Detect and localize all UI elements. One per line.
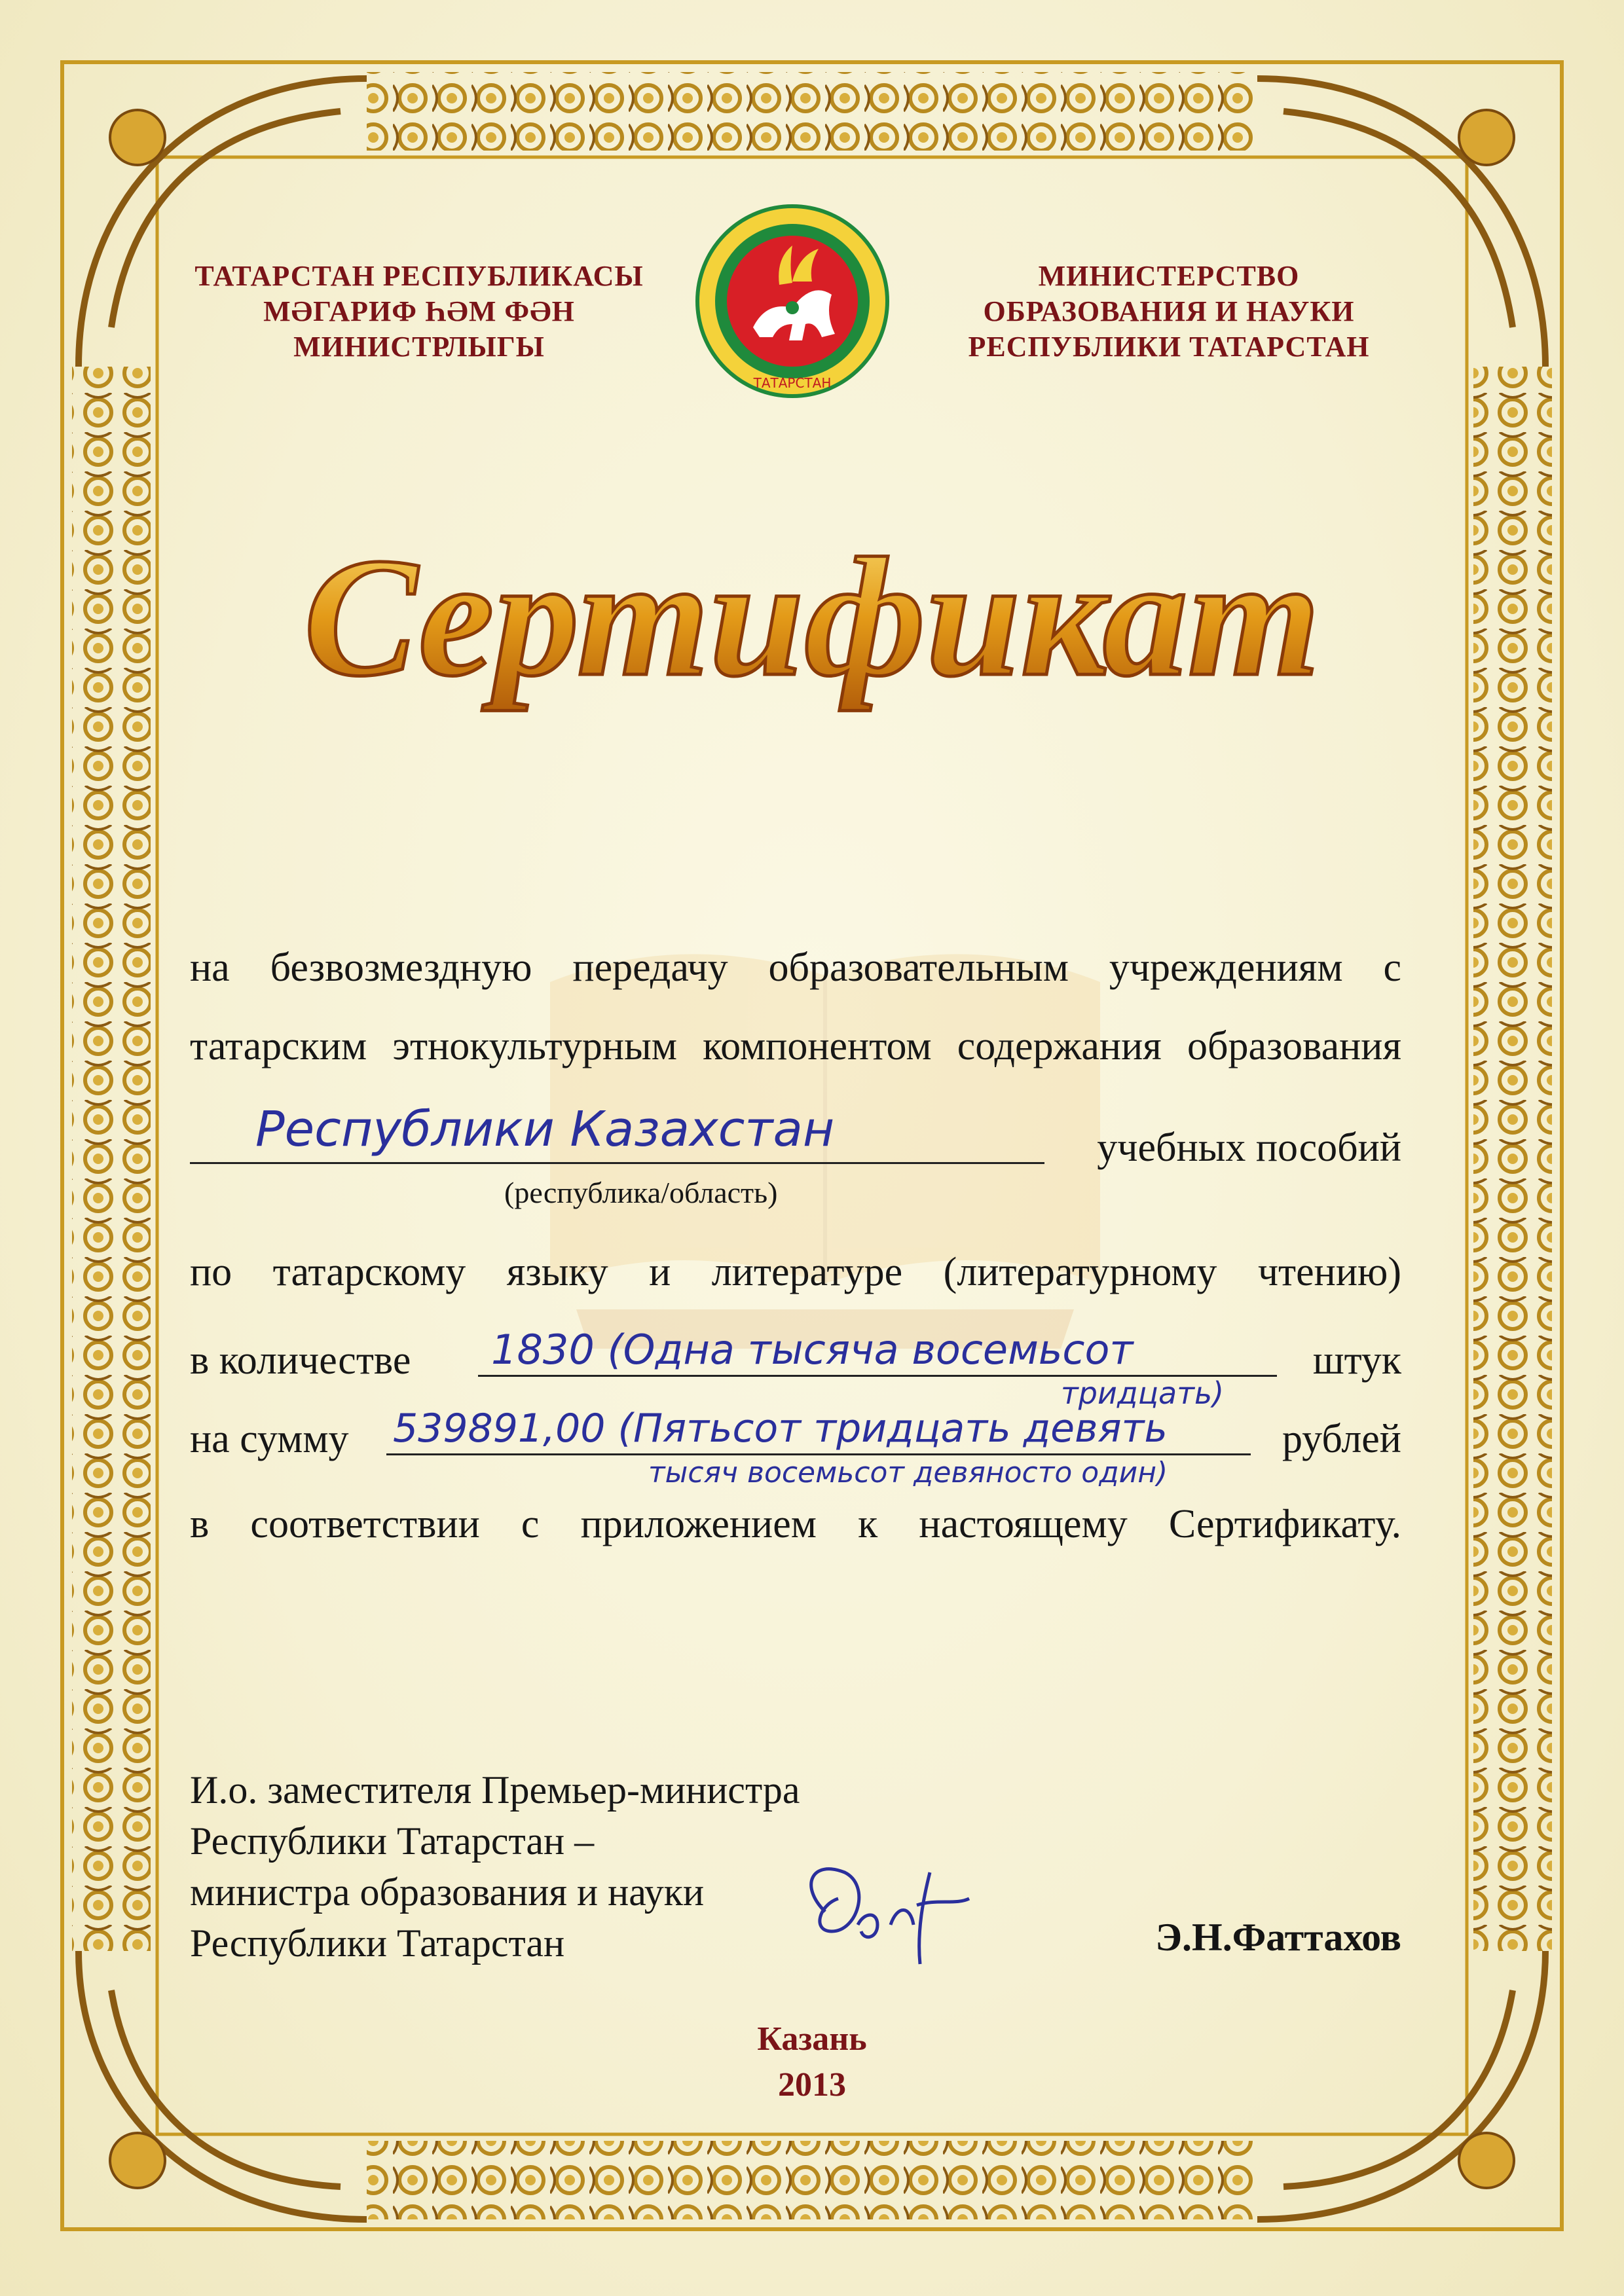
handwritten-signature xyxy=(786,1833,995,1990)
header-left-line: ТАТАРСТАН РЕСПУБЛИКАСЫ xyxy=(194,260,644,292)
body-line-4: по татарскому языку и литературе (литературному чтению) xyxy=(190,1250,1401,1294)
signatory-line: Республики Татарстан xyxy=(190,1922,565,1965)
emblem-ring-text: ТАТАРСТАН xyxy=(753,375,832,391)
place-and-year xyxy=(0,2016,1624,2108)
header-right-line: РЕСПУБЛИКИ ТАТАРСТАН xyxy=(968,331,1370,363)
quantity-row xyxy=(190,1326,1401,1411)
quantity-suffix: штук xyxy=(1312,1338,1401,1383)
quantity-handwritten: 1830 (Одна тысяча восемьсот xyxy=(491,1326,1134,1374)
sum-suffix: рублей xyxy=(1282,1417,1401,1461)
ministry-name-tatar xyxy=(170,259,668,365)
header-left-line: МӘГАРИФ ҺӘМ ФӘН xyxy=(263,295,575,327)
recipient-handwritten: Республики Казахстан xyxy=(255,1101,835,1157)
signatory-line: министра образования и науки xyxy=(190,1870,705,1914)
signatory-name: Э.Н.Фаттахов xyxy=(1155,1916,1401,1959)
ministry-name-russian xyxy=(920,259,1418,365)
sum-row xyxy=(190,1406,1401,1489)
recipient-suffix: учебных пособий xyxy=(1097,1125,1401,1170)
header-right-line: ОБРАЗОВАНИЯ И НАУКИ xyxy=(983,295,1355,327)
sum-handwritten-continued: тысяч восемьсот девяносто один) xyxy=(648,1456,1168,1489)
signatory-line: И.о. заместителя Премьер-министра xyxy=(190,1768,800,1812)
sum-handwritten: 539891,00 (Пятьсот тридцать девять xyxy=(393,1406,1168,1451)
header-left-line: МИНИСТРЛЫГЫ xyxy=(293,331,545,363)
year: 2013 xyxy=(778,2066,846,2104)
city: Казань xyxy=(757,2020,867,2058)
body-line-2: татарским этнокультурным компонентом содержания образования xyxy=(190,1024,1401,1068)
header-right-line: МИНИСТЕРСТВО xyxy=(1038,260,1300,292)
body-line-1: на безвозмездную передачу образовательным учреждениям с xyxy=(190,945,1401,990)
body-line-7: в соответствии с приложением к настоящему Сертификату. xyxy=(190,1502,1401,1546)
recipient-caption: (республика/область) xyxy=(504,1176,778,1209)
quantity-handwritten-continued: тридцать) xyxy=(1061,1376,1225,1411)
signatory-line: Республики Татарстан – xyxy=(190,1819,595,1863)
certificate-title xyxy=(0,498,1624,746)
quantity-prefix: в количестве xyxy=(190,1338,411,1383)
tatarstan-coat-of-arms-icon xyxy=(694,203,891,399)
recipient-fill-line xyxy=(190,1162,1044,1164)
sum-prefix: на сумму xyxy=(190,1417,349,1461)
title-text: Сертификат xyxy=(303,523,1321,712)
recipient-row xyxy=(190,1101,1401,1173)
